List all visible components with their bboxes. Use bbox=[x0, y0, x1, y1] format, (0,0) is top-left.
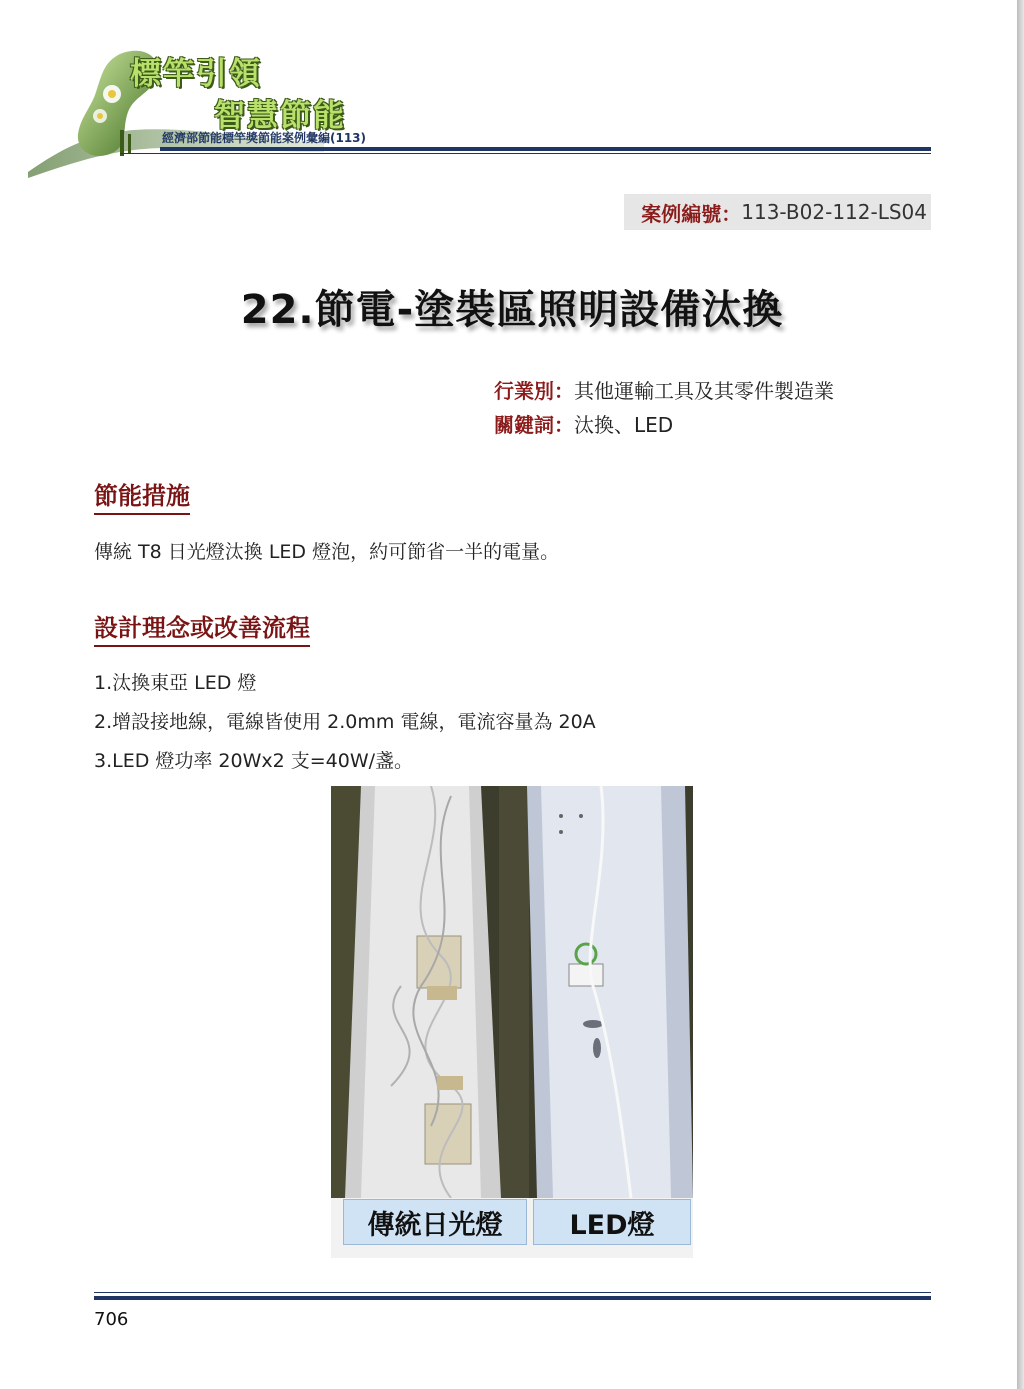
footer-divider-thin bbox=[94, 1292, 931, 1293]
step-2: 2.增設接地線，電線皆使用 2.0mm 電線，電流容量為 20A bbox=[94, 711, 596, 733]
step-1: 1.汰換東亞 LED 燈 bbox=[94, 672, 257, 694]
measures-text: 傳統 T8 日光燈汰換 LED 燈泡，約可節省一半的電量。 bbox=[94, 541, 560, 563]
step-3: 3.LED 燈功率 20Wx2 支=40W/盞。 bbox=[94, 750, 414, 772]
case-number-value: 113-B02-112-LS04 bbox=[741, 200, 927, 224]
keywords-line bbox=[494, 409, 673, 438]
header-divider-thin bbox=[120, 153, 931, 154]
design-heading: 設計理念或改善流程 bbox=[94, 608, 310, 647]
footer-divider bbox=[94, 1296, 931, 1300]
comparison-photo bbox=[331, 786, 693, 1258]
case-number-box bbox=[624, 194, 931, 230]
case-number-label: 案例編號： bbox=[641, 201, 742, 226]
page-number: 706 bbox=[94, 1309, 129, 1330]
header-divider bbox=[160, 147, 931, 151]
fixture-photo-image bbox=[331, 786, 693, 1198]
industry-label: 行業別： bbox=[494, 379, 574, 403]
page-edge-shadow bbox=[1017, 0, 1024, 1389]
measures-heading: 節能措施 bbox=[94, 476, 190, 515]
industry-value: 其他運輸工具及其零件製造業 bbox=[574, 379, 834, 403]
logo-title-line1: 標竿引領 bbox=[130, 56, 262, 92]
header-logo bbox=[24, 34, 367, 184]
keywords-value: 汰換、LED bbox=[574, 413, 674, 437]
page-title: 22.節電-塗裝區照明設備汰換 bbox=[240, 287, 784, 333]
header-subtitle: 經濟部節能標竿獎節能案例彙編(113) bbox=[162, 131, 367, 145]
keywords-label: 關鍵詞： bbox=[494, 413, 574, 437]
industry-line bbox=[494, 375, 834, 404]
traditional-lamp-label: 傳統日光燈 bbox=[343, 1199, 527, 1245]
led-lamp-label: LED燈 bbox=[533, 1199, 691, 1245]
logo-title-line2: 智慧節能 bbox=[214, 98, 346, 134]
